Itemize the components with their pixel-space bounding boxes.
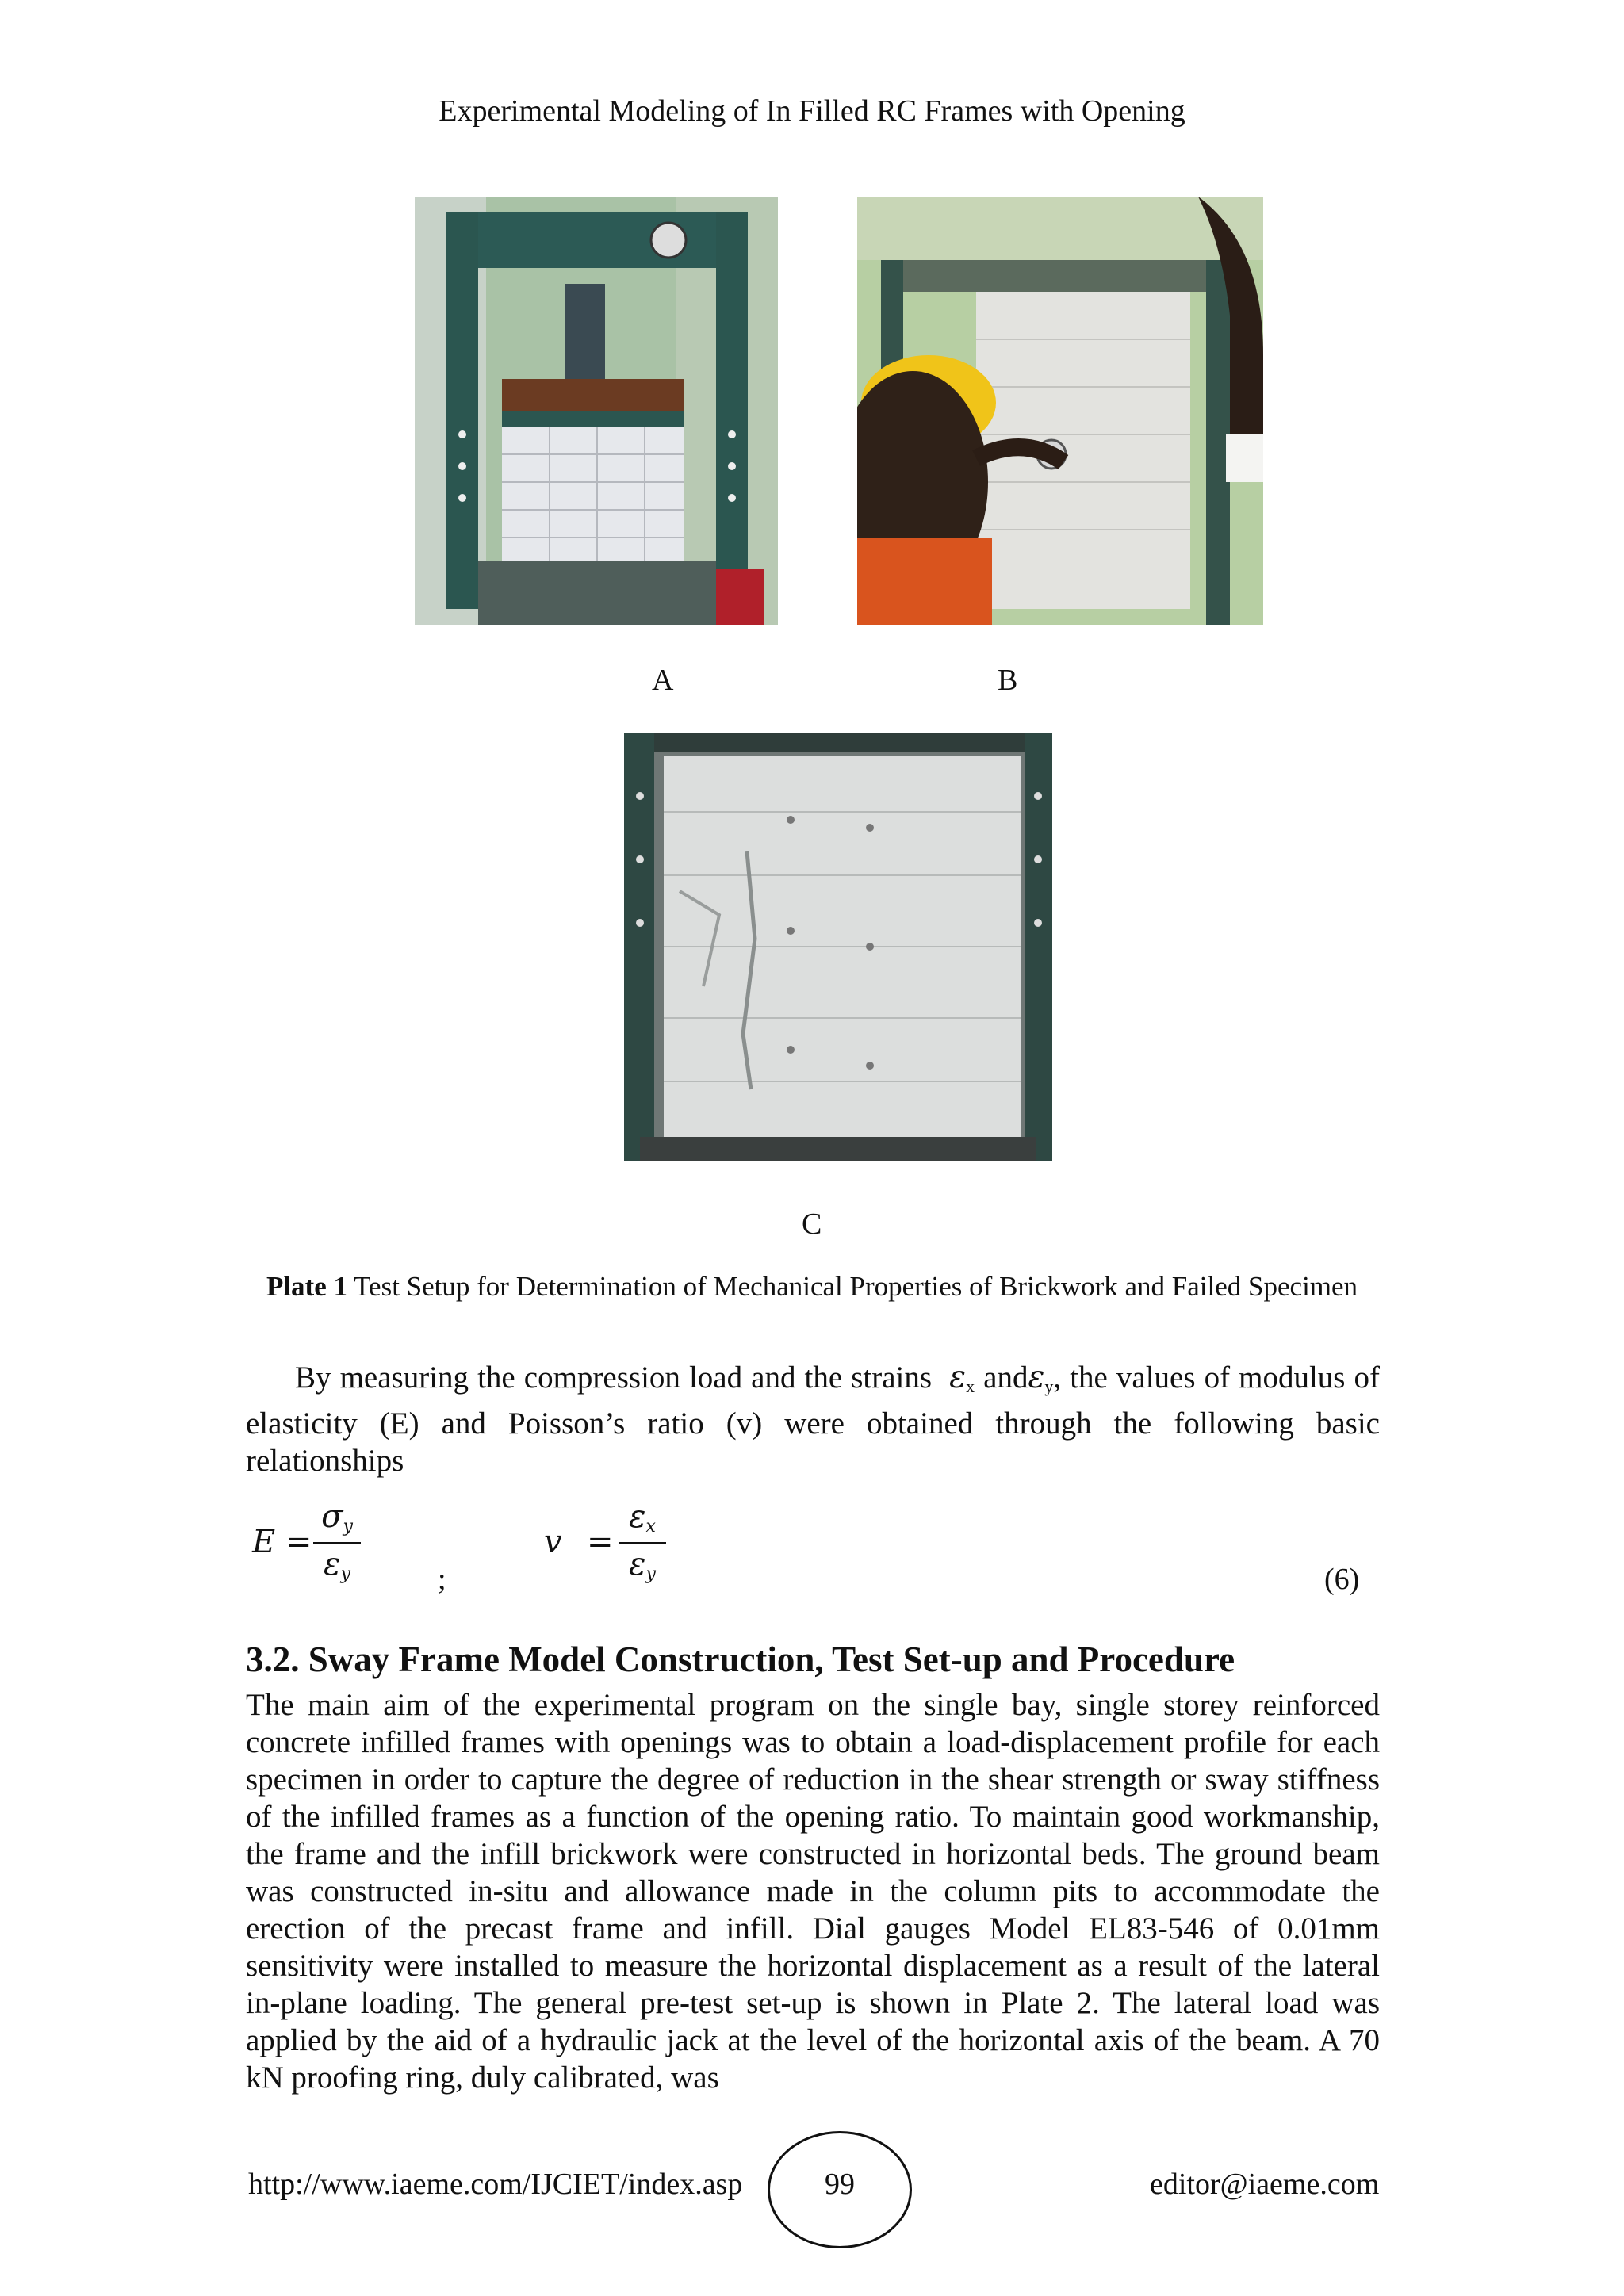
- section-paragraph-text: The main aim of the experimental program on the single bay, single storey reinforced concrete infilled frames with openings was to obtain a load-displacement profile for each specimen in order to capture the degree of reduction in the shear strength or sway stiffness of the infilled frames as a function of the opening ratio. To maintain good workmanship, the frame and the infill brickwork were constructed in horizontal beds. The ground beam was constructed in-situ and allowance made in the column pits to accommodate the erection of the precast frame and infill. Dial gauges Model EL83-546 of 0.01mm sensitivity were installed to measure the horizontal displacement as a result of the lateral in-plane loading. The general pre-test set-up is shown in Plate 2. The lateral load was applied by the aid of a hydraulic jack at the level of the horizontal axis of the beam. A 70 kN proofing ring, duly calibrated, was: [246, 1688, 1380, 2095]
- caption-label: Plate 1: [266, 1271, 347, 1302]
- intro-paragraph: [246, 1359, 1380, 1479]
- eq-e-den-sub: y: [340, 1564, 350, 1584]
- intro-text-2: , the values of modulus of elasticity (E) and Poisson’s ratio (v) were obtained through the following basic relationships: [246, 1360, 1381, 1478]
- figure-label-b: B: [998, 664, 1018, 697]
- eq-e-den: ε: [324, 1546, 341, 1582]
- photo-b: [857, 197, 1263, 625]
- eq-separator: ;: [438, 1563, 446, 1596]
- equation-block: [246, 1498, 1380, 1594]
- eq-v-num: ε: [629, 1498, 646, 1535]
- eq-v-den-sub: y: [645, 1564, 656, 1584]
- section-paragraph: [246, 1686, 1380, 2096]
- eq-v-num-sub: x: [645, 1517, 656, 1536]
- eq-v-fraction: [619, 1498, 666, 1590]
- figure-caption: [238, 1269, 1386, 1304]
- epsilon-x: ε: [949, 1360, 967, 1395]
- footer-email[interactable]: editor@iaeme.com: [1150, 2168, 1380, 2201]
- photo-c: [624, 733, 1052, 1161]
- equation-number: (6): [1324, 1563, 1360, 1596]
- eq-e-num-sub: y: [343, 1517, 353, 1536]
- figure-label-a: A: [652, 664, 674, 697]
- photo-a: [415, 197, 778, 625]
- intro-and: and: [983, 1360, 1028, 1395]
- epsilon-y: ε: [1028, 1360, 1045, 1395]
- eq-v-equals: =: [587, 1524, 614, 1560]
- intro-text-1: By measuring the compression load and the strains: [295, 1360, 933, 1395]
- eq-e-fraction: [313, 1498, 361, 1590]
- eq-v-den: ε: [629, 1546, 646, 1582]
- running-header: Experimental Modeling of In Filled RC Frames with Opening: [439, 94, 1185, 128]
- caption-text: Test Setup for Determination of Mechanical Properties of Brickwork and Failed Specimen: [354, 1271, 1358, 1302]
- epsilon-x-sub: x: [966, 1376, 975, 1396]
- footer-url[interactable]: http://www.iaeme.com/IJCIET/index.asp: [248, 2168, 743, 2201]
- page-number: 99: [825, 2168, 855, 2201]
- figure-label-c: C: [802, 1207, 822, 1241]
- section-heading: 3.2. Sway Frame Model Construction, Test Set-up and Procedure: [246, 1640, 1235, 1679]
- eq-e-num: σ: [321, 1498, 343, 1535]
- eq-v-lhs: v: [544, 1524, 562, 1560]
- eq-e-lhs: E =: [252, 1524, 312, 1560]
- epsilon-y-sub: y: [1044, 1376, 1054, 1396]
